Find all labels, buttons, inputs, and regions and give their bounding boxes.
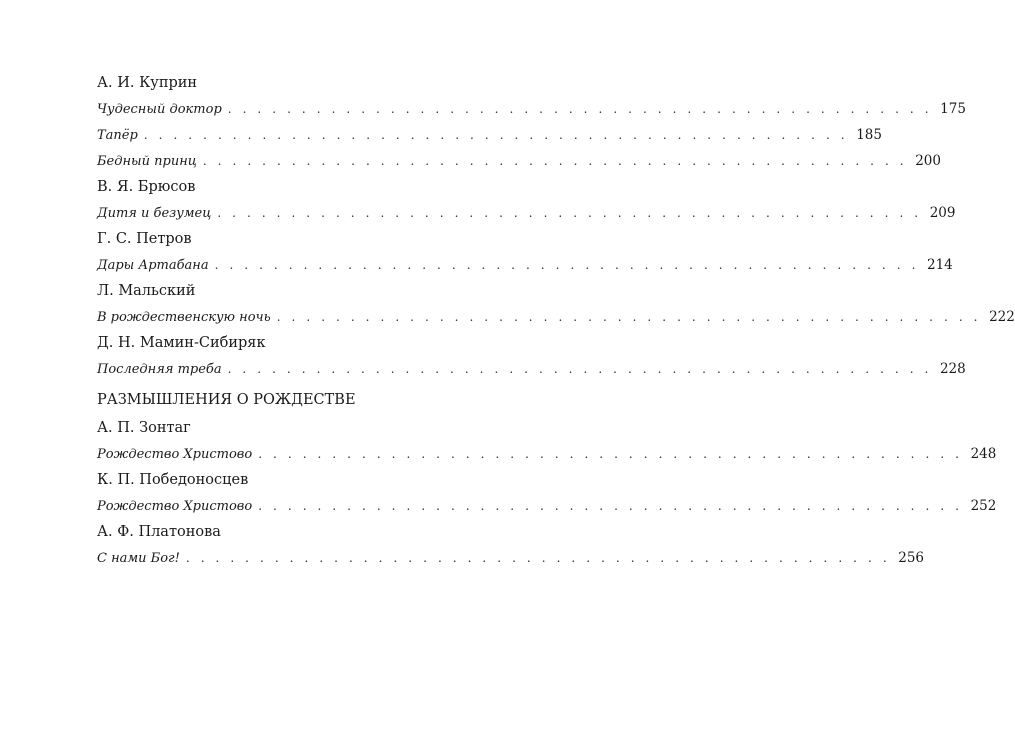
entry-title: Дары Артабана: [97, 258, 209, 273]
dot-leader: . . . . . . . . . . . . . . . . . . . . . . . . . . . . . . . . . . . . . . . . . . . . . . . .: [258, 447, 963, 461]
dot-leader: . . . . . . . . . . . . . . . . . . . . . . . . . . . . . . . . . . . . . . . . . . . . . . . .: [258, 499, 963, 513]
entry-page-number: 222: [989, 309, 1015, 325]
entry-title: Бедный принц: [97, 154, 197, 169]
author-name: Д. Н. Мамин-Сибиряк: [97, 335, 266, 351]
entry-page-number: 175: [940, 101, 966, 117]
entry-page-number: 214: [926, 257, 953, 273]
toc-entry[interactable]: [97, 441, 997, 467]
author-name: Г. С. Петров: [97, 231, 192, 247]
entry-title: Рождество Христово: [97, 499, 253, 514]
dot-leader: . . . . . . . . . . . . . . . . . . . . . . . . . . . . . . . . . . . . . . . . . . . . . . . .: [185, 551, 891, 565]
toc-entry[interactable]: [97, 200, 956, 226]
dot-leader: . . . . . . . . . . . . . . . . . . . . . . . . . . . . . . . . . . . . . . . . . . . . . . . .: [214, 258, 919, 272]
toc-entry[interactable]: [97, 252, 953, 278]
toc-entry[interactable]: [97, 545, 925, 571]
entry-title: Последняя треба: [97, 362, 222, 377]
toc-entry[interactable]: [97, 122, 882, 148]
table-of-contents: [97, 70, 1015, 571]
dot-leader: . . . . . . . . . . . . . . . . . . . . . . . . . . . . . . . . . . . . . . . . . . . . . . . .: [217, 206, 922, 220]
section-heading: РАЗМЫШЛЕНИЯ О РОЖДЕСТВЕ: [97, 392, 356, 408]
author-name: К. П. Победоносцев: [97, 472, 249, 488]
entry-page-number: 256: [898, 550, 925, 566]
toc-entry[interactable]: [97, 96, 966, 122]
author-name: А. И. Куприн: [97, 75, 198, 91]
dot-leader: . . . . . . . . . . . . . . . . . . . . . . . . . . . . . . . . . . . . . . . . . . . . . . . .: [227, 102, 933, 116]
toc-entry[interactable]: [97, 493, 997, 519]
toc-entry[interactable]: [97, 304, 1015, 330]
entry-title: Дитя и безумец: [97, 206, 212, 221]
author-name: Л. Мальский: [97, 283, 196, 299]
entry-title: В рождественскую ночь: [97, 310, 271, 325]
author-name: А. Ф. Платонова: [97, 524, 221, 540]
author-name: А. П. Зонтаг: [97, 420, 191, 436]
entry-title: Тапёр: [97, 128, 138, 143]
entry-title: Чудесный доктор: [97, 102, 222, 117]
entry-page-number: 248: [970, 446, 997, 462]
entry-page-number: 252: [970, 498, 997, 514]
entry-page-number: 200: [915, 153, 941, 169]
toc-entry[interactable]: [97, 356, 966, 382]
entry-page-number: 209: [929, 205, 956, 221]
entry-title: Рождество Христово: [97, 447, 253, 462]
entry-page-number: 185: [856, 127, 882, 143]
dot-leader: . . . . . . . . . . . . . . . . . . . . . . . . . . . . . . . . . . . . . . . . . . . . . . . .: [143, 128, 849, 142]
toc-entry[interactable]: [97, 148, 941, 174]
dot-leader: . . . . . . . . . . . . . . . . . . . . . . . . . . . . . . . . . . . . . . . . . . . . . . . .: [227, 362, 932, 376]
dot-leader: . . . . . . . . . . . . . . . . . . . . . . . . . . . . . . . . . . . . . . . . . . . . . . . .: [202, 154, 908, 168]
author-name: В. Я. Брюсов: [97, 179, 196, 195]
dot-leader: . . . . . . . . . . . . . . . . . . . . . . . . . . . . . . . . . . . . . . . . . . . . . . . .: [276, 310, 982, 324]
entry-page-number: 228: [939, 361, 966, 377]
entry-title: С нами Бог!: [97, 551, 180, 566]
